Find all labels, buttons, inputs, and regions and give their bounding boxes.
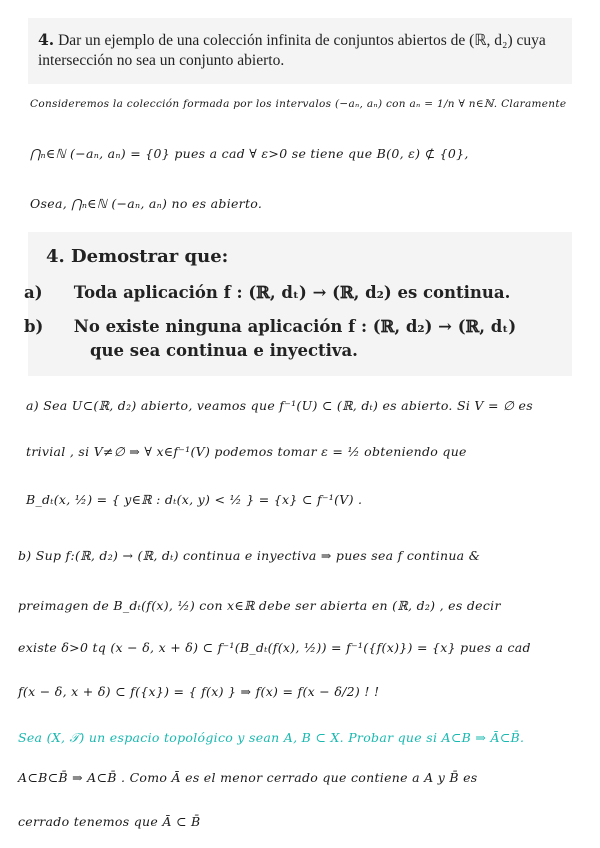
exercise-4-statement — [28, 18, 572, 84]
handwritten-answer-b — [18, 540, 592, 710]
exercise-text: Dar un ejemplo de una colección infinita de conjuntos abiertos de (ℝ, d₂) cuya intersección no sea un conjunto abierto. — [38, 32, 546, 69]
handwritten-line-cyan: Sea (X, 𝒯) un espacio topológico y sean A, B ⊂ X. Probar que si A⊂B ⇒ Ā⊂B̄. — [18, 730, 525, 745]
handwritten-answer-closure — [18, 718, 592, 838]
handwritten-answer-1 — [30, 92, 590, 227]
handwritten-line: trivial , si V≠∅ ⇒ ∀ x∈f⁻¹(V) podemos tomar ε = ½ obteniendo que — [26, 444, 467, 459]
part-a-label: a) — [24, 283, 43, 302]
handwritten-line: A⊂B⊂B̄ ⇒ A⊂B̄ . Como Ā es el menor cerrado que contiene a A y B̄ es — [18, 770, 478, 785]
part-b-label: b) — [24, 317, 44, 336]
handwritten-line: ⋂ₙ∈ℕ (−aₙ, aₙ) = {0} pues a cad ∀ ε>0 se tiene que B(0, ε) ⊄ {0}, — [30, 146, 469, 161]
handwritten-line: b) Sup f:(ℝ, d₂) → (ℝ, dₜ) continua e inyectiva ⇒ pues sea f continua & — [18, 548, 481, 563]
handwritten-line: B_dₜ(x, ½) = { y∈ℝ : dₜ(x, y) < ½ } = {x} ⊂ f⁻¹(V) . — [26, 492, 363, 507]
handwritten-line: Osea, ⋂ₙ∈ℕ (−aₙ, aₙ) no es abierto. — [30, 196, 263, 211]
handwritten-line: Consideremos la colección formada por los intervalos (−aₙ, aₙ) con aₙ = 1/n ∀ n∈ℕ. Claramente — [30, 98, 567, 110]
handwritten-line: a) Sea U⊂(ℝ, d₂) abierto, veamos que f⁻¹(U) ⊂ (ℝ, dₜ) es abierto. Si V = ∅ es — [26, 398, 533, 413]
part-b — [24, 315, 554, 363]
handwritten-line: existe δ>0 tq (x − δ, x + δ) ⊂ f⁻¹(B_dₜ(f(x), ½)) = f⁻¹({f(x)}) = {x} pues a cad — [18, 640, 531, 655]
exercise-title: 4. Demostrar que: — [46, 246, 229, 267]
part-b-text: No existe ninguna aplicación f : (ℝ, d₂) → (ℝ, dₜ) que sea continua e inyectiva. — [73, 317, 517, 360]
handwritten-line: preimagen de B_dₜ(f(x), ½) con x∈ℝ debe ser abierta en (ℝ, d₂) , es decir — [18, 598, 501, 613]
handwritten-line: cerrado tenemos que Ā ⊂ B̄ — [18, 814, 201, 829]
handwritten-line: f(x − δ, x + δ) ⊂ f({x}) = { f(x) } ⇒ f(x) = f(x − δ/2) ! ! — [18, 684, 380, 699]
part-a — [24, 281, 554, 305]
exercise-number: 4. — [38, 30, 55, 49]
exercise-4-demostrar — [24, 232, 572, 376]
part-a-text: Toda aplicación f : (ℝ, dₜ) → (ℝ, d₂) es continua. — [73, 283, 511, 302]
handwritten-answer-a — [26, 388, 592, 508]
